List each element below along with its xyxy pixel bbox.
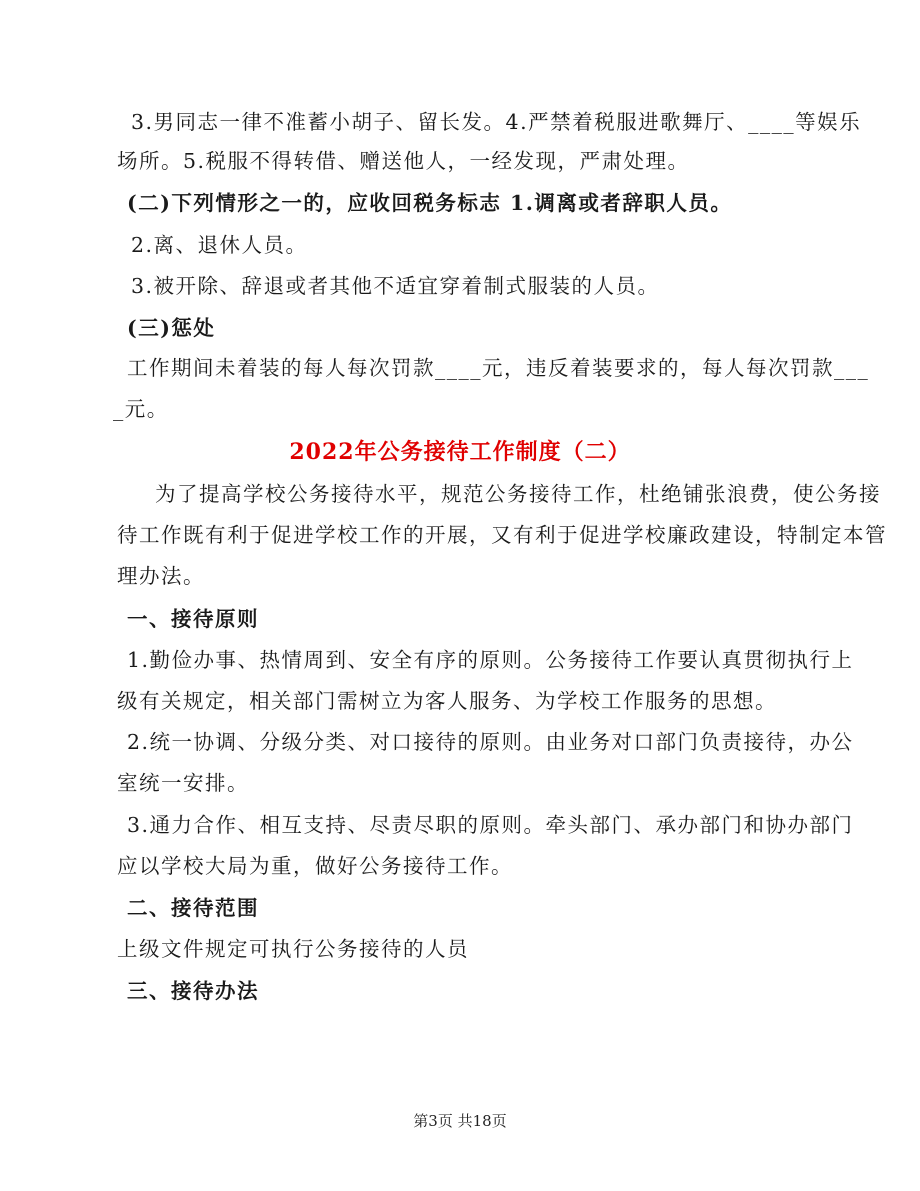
paragraph-line: 上级文件规定可执行公务接待的人员	[117, 937, 469, 961]
heading-reception-principles: 一、接待原则	[127, 607, 259, 631]
text-line: _元。	[113, 397, 169, 421]
text-line: 3.被开除、辞退或者其他不适宜穿着制式服装的人员。	[131, 274, 660, 298]
subheading: (三)惩处	[127, 316, 216, 340]
section-title: 2022年公务接待工作制度（二）	[289, 439, 631, 465]
paragraph-line: 1.勤俭办事、热情周到、安全有序的原则。公务接待工作要认真贯彻执行上	[127, 648, 854, 672]
text-line: 工作期间未着装的每人每次罚款____元，违反着装要求的，每人每次罚款___	[127, 356, 870, 380]
heading-reception-scope: 二、接待范围	[127, 896, 259, 920]
paragraph-line: 3.通力合作、相互支持、尽责尽职的原则。牵头部门、承办部门和协办部门	[127, 813, 854, 837]
paragraph-line: 理办法。	[117, 564, 205, 588]
paragraph-line: 2.统一协调、分级分类、对口接待的原则。由业务对口部门负责接待，办公	[127, 730, 854, 754]
subheading: (二)下列情形之一的，应收回税务标志 1.调离或者辞职人员。	[127, 191, 733, 215]
paragraph-line: 室统一安排。	[117, 771, 249, 795]
heading-reception-methods: 三、接待办法	[127, 979, 259, 1003]
page-number-footer: 第3页 共18页	[413, 1112, 507, 1130]
text-line: 2.离、退休人员。	[131, 233, 308, 257]
paragraph-line: 级有关规定，相关部门需树立为客人服务、为学校工作服务的思想。	[117, 689, 777, 713]
paragraph-line: 待工作既有利于促进学校工作的开展，又有利于促进学校廉政建设，特制定本管	[117, 523, 887, 547]
paragraph-line: 为了提高学校公务接待水平，规范公务接待工作，杜绝铺张浪费，使公务接	[155, 482, 881, 506]
paragraph-line: 应以学校大局为重，做好公务接待工作。	[117, 854, 513, 878]
text-line: 3.男同志一律不准蓄小胡子、留长发。4.严禁着税服进歌舞厅、____等娱乐	[131, 110, 862, 134]
text-line: 场所。5.税服不得转借、赠送他人，一经发现，严肃处理。	[117, 149, 690, 173]
